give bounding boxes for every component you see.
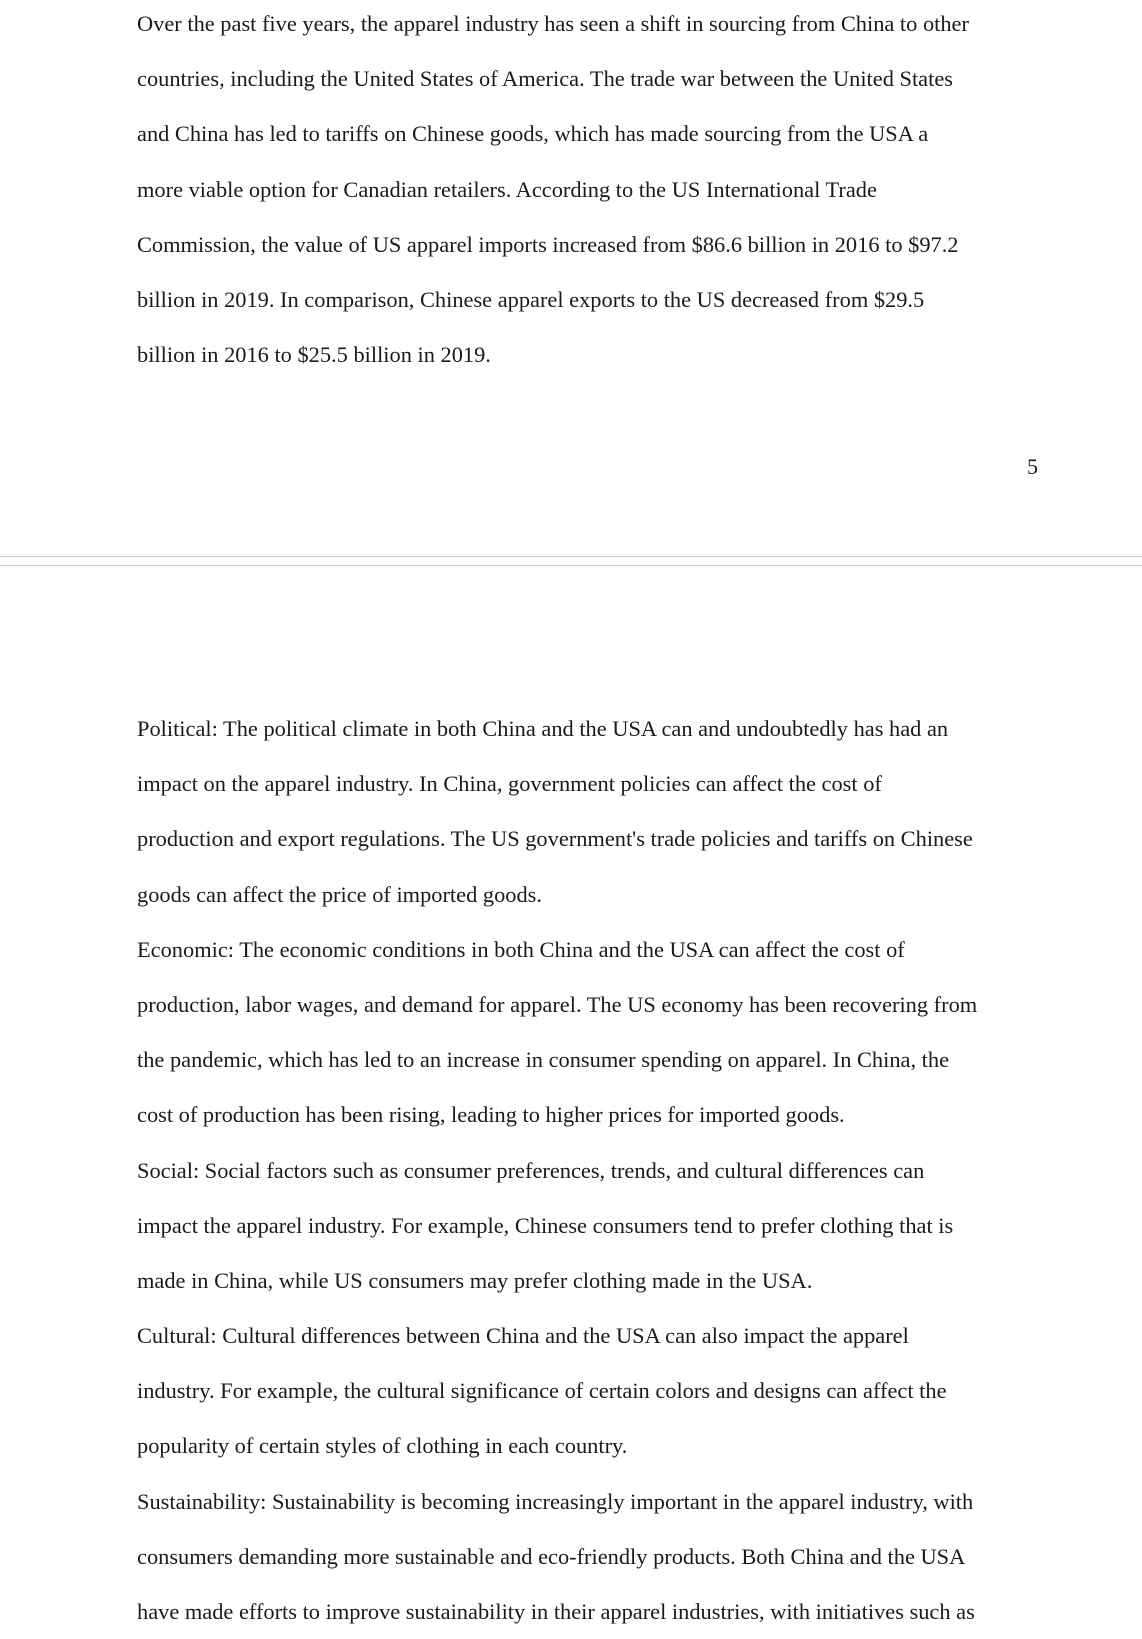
sustainability-line: Sustainability: Sustainability is becoming increasingly important in the apparel industry, with — [137, 1488, 974, 1514]
paragraph-line: Over the past five years, the apparel industry has seen a shift in sourcing from China to other — [137, 11, 969, 36]
sourcing-shift-paragraph — [137, 0, 1057, 382]
social-line: made in China, while US consumers may prefer clothing made in the USA. — [137, 1267, 813, 1293]
paragraph-line: and China has led to tariffs on Chinese goods, which has made sourcing from the USA a — [137, 121, 929, 147]
political-line: goods can affect the price of imported goods. — [137, 881, 542, 907]
political-line: production and export regulations. The US government's trade policies and tariffs on Chinese — [137, 826, 973, 852]
page-number: 5 — [1027, 454, 1038, 479]
economic-line: cost of production has been rising, leading to higher prices for imported goods. — [137, 1102, 845, 1128]
document-page-1 — [0, 0, 1142, 556]
political-line: impact on the apparel industry. In China, government policies can affect the cost of — [137, 771, 882, 797]
political-line: Political: The political climate in both China and the USA can and undoubtedly has had an — [137, 716, 949, 741]
economic-line: the pandemic, which has led to an increase in consumer spending on apparel. In China, the — [137, 1047, 950, 1073]
paragraph-line: more viable option for Canadian retailers. According to the US International Trade — [137, 176, 877, 202]
economic-line: production, labor wages, and demand for apparel. The US economy has been recovering from — [137, 991, 978, 1017]
cultural-line: Cultural: Cultural differences between China and the USA can also impact the apparel — [137, 1323, 909, 1349]
cultural-line: industry. For example, the cultural significance of certain colors and designs can affect the — [137, 1378, 947, 1404]
page-break — [0, 556, 1142, 566]
cultural-line: popularity of certain styles of clothing in each country. — [137, 1433, 628, 1459]
social-line: impact the apparel industry. For example, Chinese consumers tend to prefer clothing that is — [137, 1212, 954, 1238]
social-line: Social: Social factors such as consumer preferences, trends, and cultural differences can — [137, 1157, 925, 1183]
economic-line: Economic: The economic conditions in both China and the USA can affect the cost of — [137, 936, 905, 962]
sustainability-line: have made efforts to improve sustainability in their apparel industries, with initiatives such as — [137, 1599, 975, 1624]
paragraph-line: Commission, the value of US apparel imports increased from $86.6 billion in 2016 to $97.2 — [137, 231, 959, 257]
pest-analysis-text — [137, 701, 1057, 1639]
sustainability-line: consumers demanding more sustainable and eco-friendly products. Both China and the USA — [137, 1543, 966, 1569]
paragraph-line: billion in 2016 to $25.5 billion in 2019. — [137, 342, 491, 368]
paragraph-line: billion in 2019. In comparison, Chinese apparel exports to the US decreased from $29.5 — [137, 286, 925, 312]
paragraph-line: countries, including the United States of America. The trade war between the United States — [137, 66, 953, 92]
